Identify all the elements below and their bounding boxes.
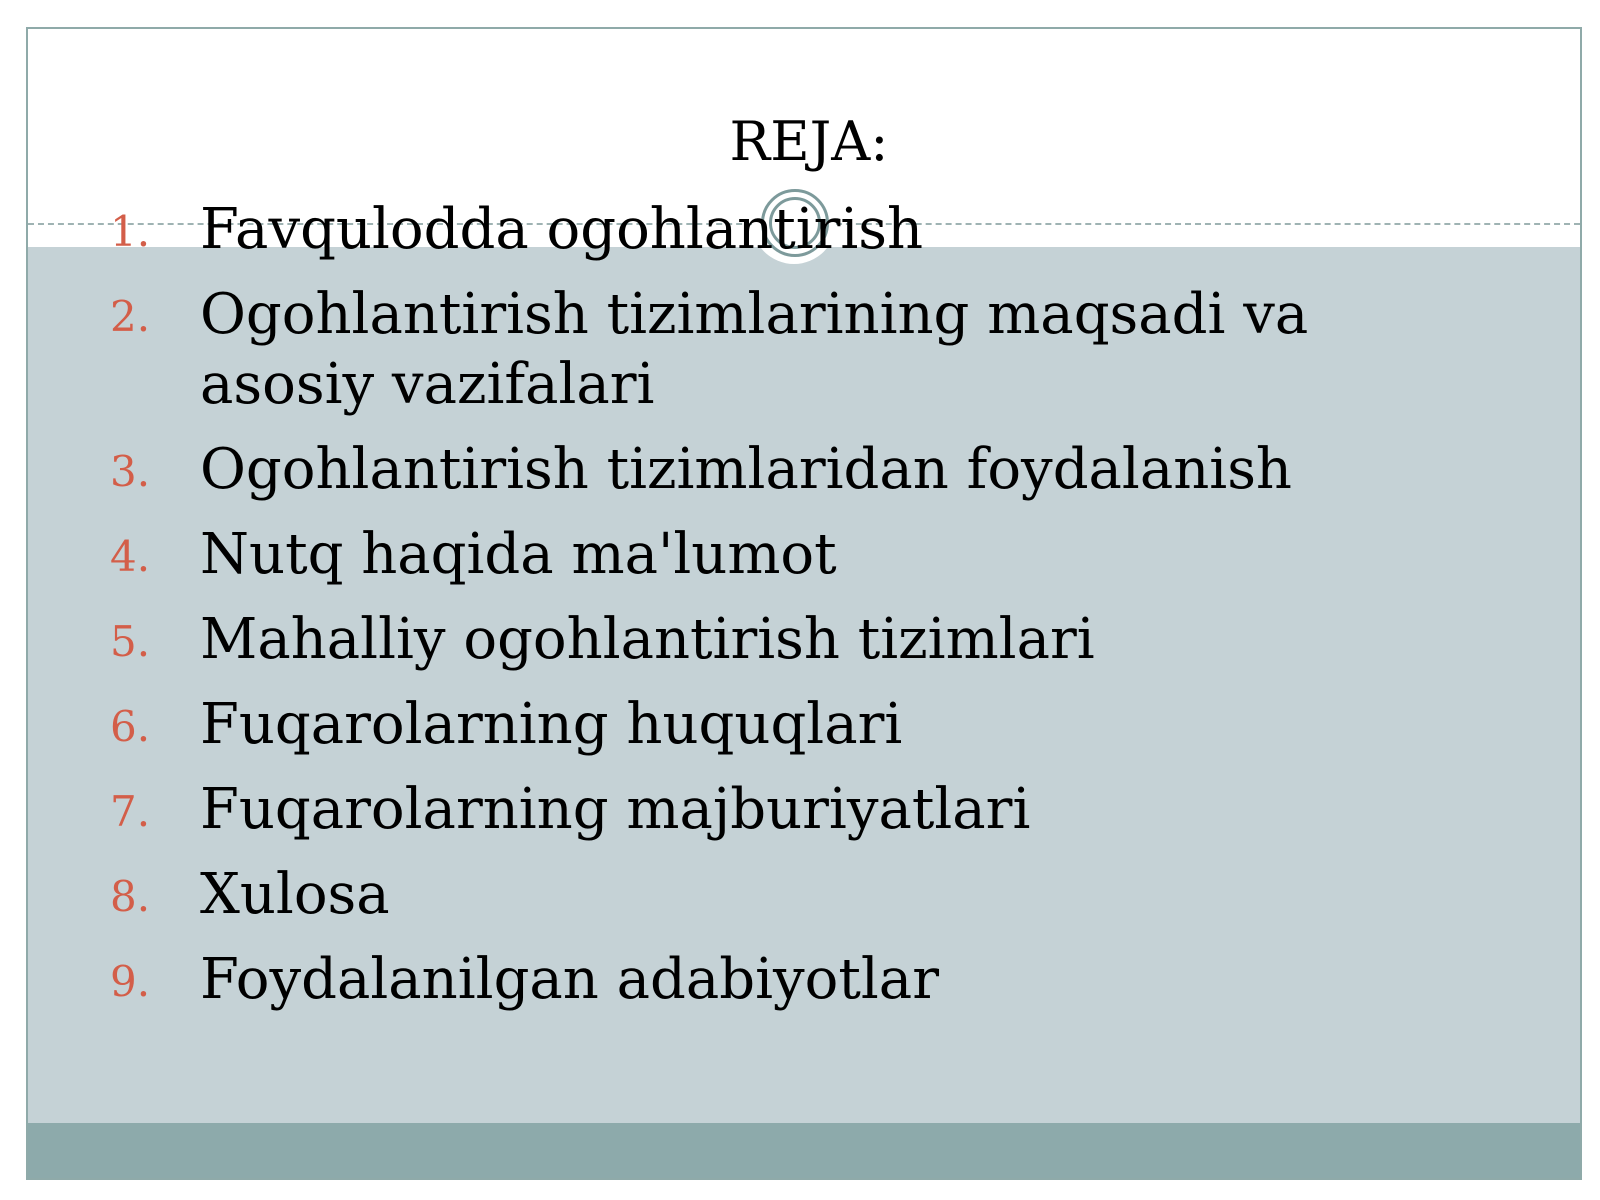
slide-footer-band: [28, 1123, 1580, 1180]
plan-item-text: Fuqarolarning majburiyatlari: [200, 777, 1031, 842]
plan-item-5: [28, 605, 1580, 675]
slide-title: REJA:: [729, 110, 889, 173]
plan-item-9: [28, 945, 1580, 1015]
plan-item-number: 3.: [110, 447, 151, 496]
plan-item-text: Ogohlantirish tizimlarining maqsadi va asosiy vazifalari: [200, 282, 1309, 417]
plan-item-2: [28, 280, 1580, 420]
plan-item-text: Xulosa: [200, 862, 390, 927]
plan-item-text: Mahalliy ogohlantirish tizimlari: [200, 607, 1095, 672]
plan-item-1: [28, 195, 1580, 265]
plan-item-number: 9.: [110, 957, 151, 1006]
plan-list: [28, 195, 1580, 1030]
plan-item-text: Nutq haqida ma'lumot: [200, 522, 837, 587]
plan-item-8: [28, 860, 1580, 930]
plan-item-number: 2.: [110, 292, 151, 341]
plan-item-3: [28, 435, 1580, 505]
plan-item-text: Fuqarolarning huquqlari: [200, 692, 903, 757]
plan-item-number: 6.: [110, 702, 151, 751]
plan-item-text: Favqulodda ogohlantirish: [200, 197, 924, 262]
plan-item-number: 5.: [110, 617, 151, 666]
plan-item-number: 7.: [110, 787, 151, 836]
slide: [26, 27, 1582, 1180]
plan-item-6: [28, 690, 1580, 760]
plan-item-text: Foydalanilgan adabiyotlar: [200, 947, 939, 1012]
plan-item-number: 4.: [110, 532, 151, 581]
plan-item-number: 8.: [110, 872, 151, 921]
plan-item-4: [28, 520, 1580, 590]
plan-item-7: [28, 775, 1580, 845]
plan-item-text: Ogohlantirish tizimlaridan foydalanish: [200, 437, 1292, 502]
plan-item-number: 1.: [110, 207, 151, 256]
